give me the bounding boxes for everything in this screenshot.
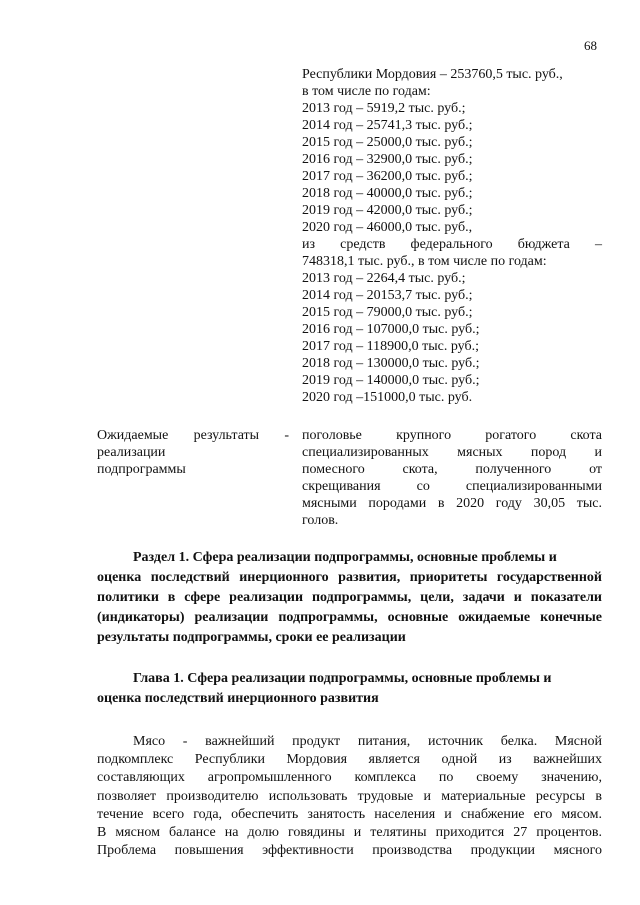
expected-results-line-4: скрещивания со специализированными: [302, 479, 602, 494]
federal-year-2018: 2018 год – 130000,0 тыс. руб.;: [302, 356, 480, 371]
expected-results-line-1: поголовье крупного рогатого скота: [302, 428, 602, 443]
body-paragraph: [97, 733, 602, 860]
section-1-heading-line-1: Раздел 1. Сфера реализации подпрограммы, основные проблемы и: [133, 550, 557, 565]
chapter-1-heading-line-1: Глава 1. Сфера реализации подпрограммы, основные проблемы и: [133, 671, 552, 686]
federal-year-2014: 2014 год – 20153,7 тыс. руб.;: [302, 288, 473, 303]
expected-results-line-5: мясными породами в 2020 году 30,05 тыс.: [302, 496, 602, 511]
body-line-6: В мясном балансе на долю говядины и телятины приходится 27 процентов.: [97, 825, 602, 841]
federal-year-2015: 2015 год – 79000,0 тыс. руб.;: [302, 305, 473, 320]
expected-results-label-line-3: подпрограммы: [97, 462, 186, 477]
expected-results-label: [97, 427, 289, 478]
regional-year-2017: 2017 год – 36200,0 тыс. руб.;: [302, 169, 473, 184]
expected-results-label-line-1: Ожидаемые результаты -: [97, 428, 289, 443]
chapter-1-heading: [97, 669, 602, 709]
regional-year-2018: 2018 год – 40000,0 тыс. руб.;: [302, 186, 473, 201]
expected-results-label-line-2: реализации: [97, 445, 166, 460]
federal-budget-line-1: из средств федерального бюджета –: [302, 237, 602, 252]
section-1-heading-rest: оценка последствий инерционного развития, приоритеты государственной политики в сфере реализации подпрограммы, цели, задачи и показатели (индикаторы) реализации подпрограммы, основные ожидаемые конечные результаты подпрограммы, сроки ее реализации: [97, 570, 602, 645]
financing-block: [302, 66, 602, 406]
federal-year-2020: 2020 год –151000,0 тыс. руб.: [302, 390, 473, 405]
expected-results-line-6: голов.: [302, 513, 339, 528]
federal-year-2017: 2017 год – 118900,0 тыс. руб.;: [302, 339, 479, 354]
financing-intro-line-2: в том числе по годам:: [302, 84, 431, 99]
regional-year-2020: 2020 год – 46000,0 тыс. руб.,: [302, 220, 473, 235]
body-line-1: Мясо - важнейший продукт питания, источник белка. Мясной: [133, 734, 602, 749]
financing-intro-line-1: Республики Мордовия – 253760,5 тыс. руб.,: [302, 67, 563, 82]
federal-budget-line-2: 748318,1 тыс. руб., в том числе по годам:: [302, 254, 547, 269]
federal-year-2013: 2013 год – 2264,4 тыс. руб.;: [302, 271, 466, 286]
body-line-4: позволяет производителю использовать трудовые и материальные ресурсы в: [97, 788, 602, 804]
expected-results-text: [302, 427, 602, 529]
section-1-heading: [97, 548, 602, 648]
body-line-2: подкомплекс Республики Мордовия является одной из важнейших: [97, 752, 602, 768]
body-line-7: Проблема повышения эффективности производства продукции мясного: [97, 843, 602, 859]
body-line-5: течение всего года, обеспечить занятость населения и снабжение его мясом.: [97, 806, 602, 822]
regional-year-2015: 2015 год – 25000,0 тыс. руб.;: [302, 135, 473, 150]
regional-year-2019: 2019 год – 42000,0 тыс. руб.;: [302, 203, 473, 218]
regional-year-2016: 2016 год – 32900,0 тыс. руб.;: [302, 152, 473, 167]
chapter-1-heading-line-2: оценка последствий инерционного развития: [97, 691, 379, 706]
federal-year-2019: 2019 год – 140000,0 тыс. руб.;: [302, 373, 480, 388]
federal-year-2016: 2016 год – 107000,0 тыс. руб.;: [302, 322, 480, 337]
expected-results-line-3: помесного скота, полученного от: [302, 462, 602, 477]
body-line-3: составляющих агропромышленного комплекса по своему значению,: [97, 770, 602, 786]
expected-results-line-2: специализированных мясных пород и: [302, 445, 602, 460]
page-number: 68: [584, 38, 597, 53]
regional-year-2014: 2014 год – 25741,3 тыс. руб.;: [302, 118, 473, 133]
regional-year-2013: 2013 год – 5919,2 тыс. руб.;: [302, 101, 466, 116]
